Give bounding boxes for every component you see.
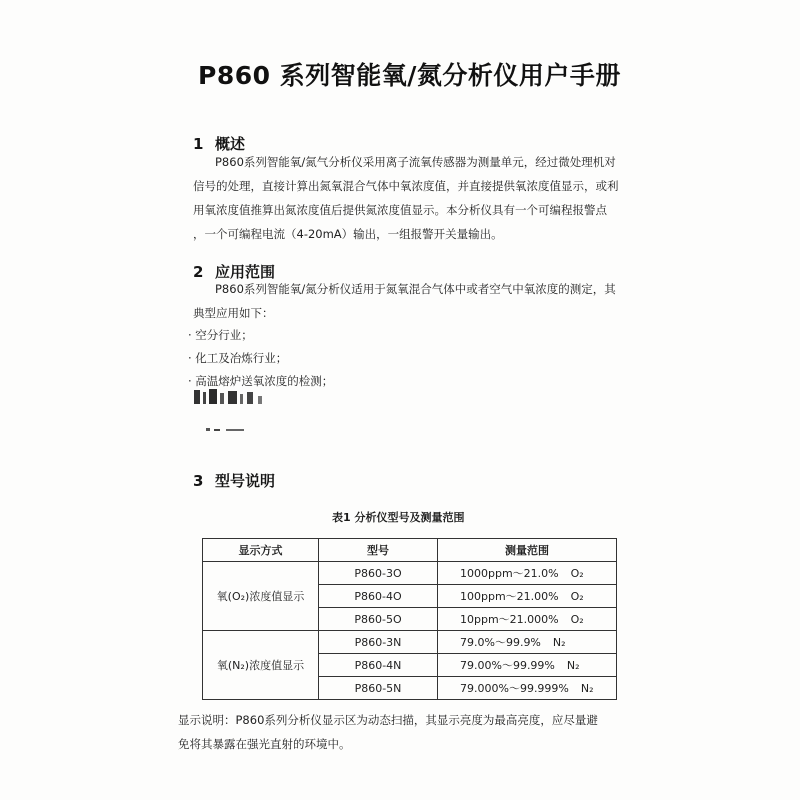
range-value: 79.000%～99.999% [460,682,569,695]
model-cell: P860-5O [319,608,438,631]
column-header: 型号 [319,539,438,562]
paragraph-line: 信号的处理，直接计算出氮氧混合气体中氧浓度值，并直接提供氧浓度值显示，或利 [193,179,619,193]
display-mode-cell: 氧(O₂)浓度值显示 [203,562,319,631]
model-cell: P860-3N [319,631,438,654]
paragraph-line: P860系列智能氧/氮分析仪适用于氮氧混合气体中或者空气中氧浓度的测定，其 [215,282,616,296]
model-cell: P860-4O [319,585,438,608]
model-range-table [202,538,617,700]
range-value: 1000ppm～21.0% [460,567,559,580]
application-bullet: · 化工及冶炼行业； [188,351,288,365]
section-number: 1 [193,135,204,153]
section-3-heading [193,470,275,491]
gas-symbol: O₂ [570,567,584,580]
range-value: 100ppm～21.00% [460,590,559,603]
paragraph-line: P860系列智能氧/氮气分析仪采用离子流氧传感器为测量单元，经过微处理机对 [215,155,616,169]
application-bullet: · 高温熔炉送氧浓度的检测； [188,374,334,388]
range-cell [438,585,617,608]
column-header: 显示方式 [203,539,319,562]
paragraph-line: ，一个可编程电流（4-20mA）输出，一组报警开关量输出。 [193,227,503,241]
range-cell [438,677,617,700]
column-header: 测量范围 [438,539,617,562]
range-cell [438,654,617,677]
range-cell [438,562,617,585]
paragraph-line: 用氧浓度值推算出氮浓度值后提供氮浓度值显示。本分析仪具有一个可编程报警点 [193,203,607,217]
display-note [178,708,598,756]
note-line: 免将其暴露在强光直射的环境中。 [178,737,351,751]
range-cell [438,608,617,631]
model-cell: P860-5N [319,677,438,700]
range-cell [438,631,617,654]
gas-symbol: N₂ [566,659,580,672]
section-title: 概述 [215,135,246,153]
gas-symbol: N₂ [552,636,566,649]
table-row [203,562,617,585]
table-caption: 表1 分析仪型号及测量范围 [332,511,465,524]
section-title: 应用范围 [215,263,276,281]
range-value: 79.00%～99.99% [460,659,555,672]
table-header-row [203,539,617,562]
gas-symbol: O₂ [570,590,584,603]
page-title: P860 系列智能氧/氮分析仪用户手册 [198,61,621,90]
paragraph-line: 典型应用如下： [193,306,274,320]
gas-symbol: N₂ [580,682,594,695]
section-number: 2 [193,263,204,281]
section-title: 型号说明 [215,472,276,490]
range-value: 10ppm～21.000% [460,613,559,626]
application-bullet: · 空分行业； [188,328,253,342]
scan-smudge [192,388,282,442]
section-1-body [193,150,619,246]
note-line: 显示说明：P860系列分析仪显示区为动态扫描，其显示亮度为最高亮度，应尽量避 [178,713,598,727]
section-2-body [193,277,616,325]
model-cell: P860-4N [319,654,438,677]
table-row [203,631,617,654]
display-mode-cell: 氧(N₂)浓度值显示 [203,631,319,700]
section-number: 3 [193,472,204,490]
model-cell: P860-3O [319,562,438,585]
gas-symbol: O₂ [570,613,584,626]
range-value: 79.0%～99.9% [460,636,541,649]
